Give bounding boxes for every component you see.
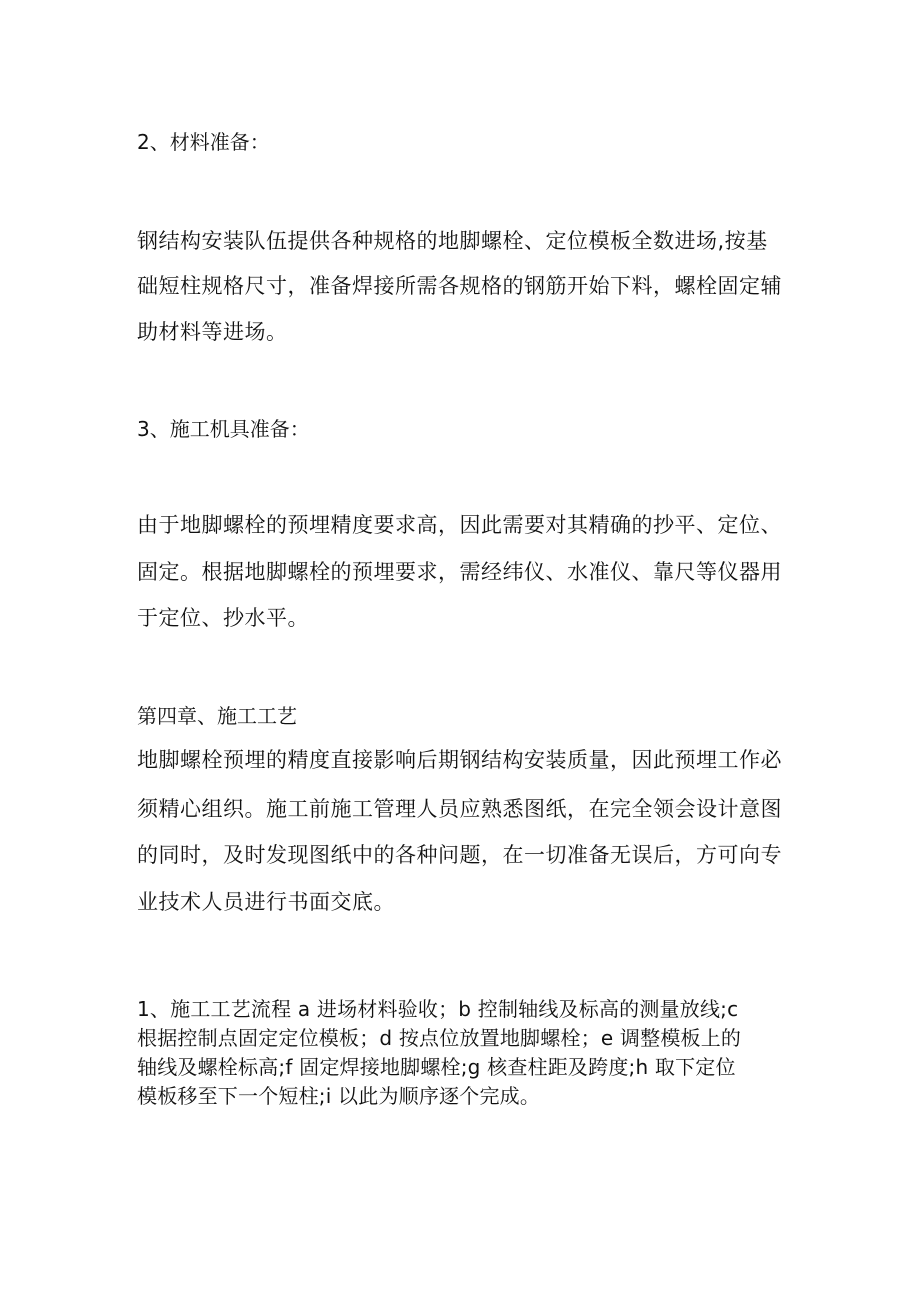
- tools-paragraph-line-3: 于定位、抄水平。: [137, 606, 309, 630]
- chapter-paragraph-line-1: 地脚螺栓预埋的精度直接影响后期钢结构安装质量，因此预埋工作必: [137, 748, 782, 772]
- chapter-paragraph-line-4: 业技术人员进行书面交底。: [137, 890, 395, 914]
- materials-paragraph-line-3: 助材料等进场。: [137, 320, 288, 344]
- chapter-paragraph-line-3: 的同时，及时发现图纸中的各种问题，在一切准备无误后，方可向专: [137, 843, 782, 867]
- section-heading-materials: 2、材料准备：: [137, 130, 270, 154]
- tools-paragraph-line-1: 由于地脚螺栓的预埋精度要求高，因此需要对其精确的抄平、定位、: [137, 513, 782, 537]
- process-flow-line-4: 模板移至下一个短柱;i 以此为顺序逐个完成。: [137, 1084, 541, 1108]
- materials-paragraph-line-2: 础短柱规格尺寸，准备焊接所需各规格的钢筋开始下料，螺栓固定辅: [137, 274, 782, 298]
- chapter-paragraph-line-2: 须精心组织。施工前施工管理人员应熟悉图纸，在完全领会设计意图: [137, 797, 782, 821]
- process-flow-line-1: 1、施工工艺流程 a 进场材料验收；b 控制轴线及标高的测量放线;c: [137, 997, 739, 1021]
- chapter-heading: 第四章、施工工艺: [137, 704, 297, 728]
- section-heading-tools: 3、施工机具准备：: [137, 417, 310, 441]
- tools-paragraph-line-2: 固定。根据地脚螺栓的预埋要求，需经纬仪、水准仪、靠尺等仪器用: [137, 560, 782, 584]
- process-flow-line-3: 轴线及螺栓标高;f 固定焊接地脚螺栓;g 核查柱距及跨度;h 取下定位: [137, 1055, 736, 1079]
- materials-paragraph-line-1: 钢结构安装队伍提供各种规格的地脚螺栓、定位模板全数进场,按基: [137, 229, 768, 253]
- process-flow-line-2: 根据控制点固定定位模板；d 按点位放置地脚螺栓；e 调整模板上的: [137, 1026, 742, 1050]
